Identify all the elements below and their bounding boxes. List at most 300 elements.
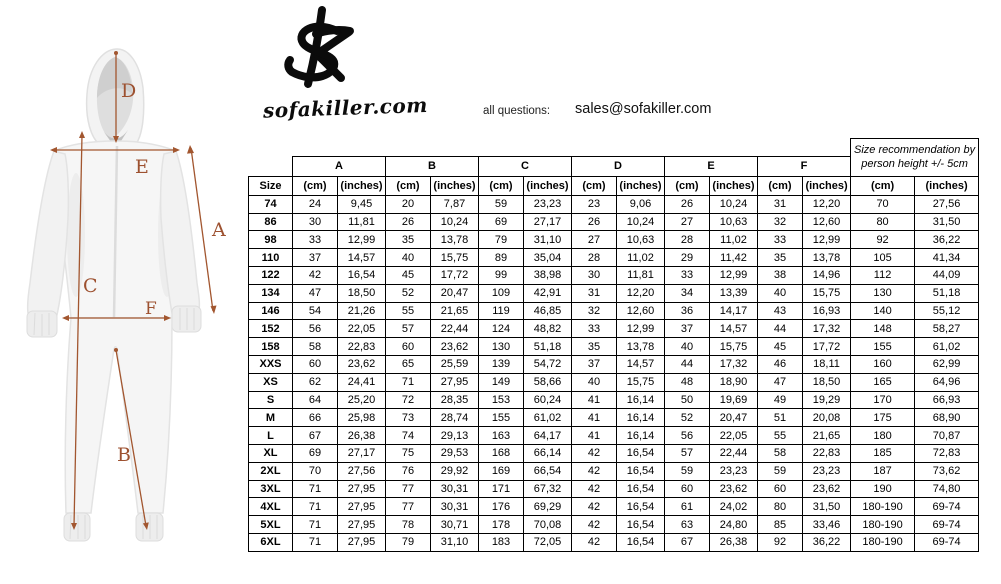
measurement-value: 155	[479, 409, 524, 427]
measurement-value: 69-74	[915, 533, 979, 551]
measure-label-b: B	[117, 444, 131, 466]
measurement-value: 119	[479, 302, 524, 320]
measurement-value: 71	[293, 533, 338, 551]
measurement-value: 42	[572, 480, 617, 498]
measurement-value: 16,54	[617, 480, 665, 498]
measurement-value: 59	[479, 195, 524, 213]
measurement-value: 17,72	[803, 338, 851, 356]
measurement-value: 11,81	[338, 213, 386, 231]
size-table-wrap	[248, 138, 979, 552]
measurement-value: 19,69	[710, 391, 758, 409]
measurement-value: 21,65	[803, 427, 851, 445]
measurement-value: 42	[293, 266, 338, 284]
size-label-110: 110	[249, 249, 293, 267]
measurement-value: 70	[293, 462, 338, 480]
table-row	[249, 231, 979, 249]
measurement-value: 60	[386, 338, 431, 356]
measurement-value: 33,46	[803, 516, 851, 534]
column-header-B: B	[386, 156, 479, 176]
size-label-L: L	[249, 427, 293, 445]
size-label-98: 98	[249, 231, 293, 249]
measurement-value: 27,95	[338, 533, 386, 551]
size-label-XL: XL	[249, 444, 293, 462]
measurement-value: 18,90	[710, 373, 758, 391]
measurement-value: 45	[386, 266, 431, 284]
table-row	[249, 338, 979, 356]
measurement-value: 37	[293, 249, 338, 267]
measurement-value: 185	[851, 444, 915, 462]
rec-unit-cm-header: (cm)	[851, 176, 915, 195]
measurement-value: 27,95	[431, 373, 479, 391]
measurement-value: 153	[479, 391, 524, 409]
measurement-value: 160	[851, 355, 915, 373]
measurement-value: 163	[479, 427, 524, 445]
size-label-S: S	[249, 391, 293, 409]
measurement-value: 130	[479, 338, 524, 356]
measurement-value: 36,22	[803, 533, 851, 551]
measurement-value: 10,24	[617, 213, 665, 231]
measurement-value: 14,17	[710, 302, 758, 320]
measurement-value: 61,02	[524, 409, 572, 427]
table-row	[249, 213, 979, 231]
measurement-value: 25,98	[338, 409, 386, 427]
measurement-value: 80	[758, 498, 803, 516]
measurement-value: 16,54	[617, 444, 665, 462]
measurement-value: 171	[479, 480, 524, 498]
measurement-value: 30,31	[431, 480, 479, 498]
measurement-value: 34	[665, 284, 710, 302]
product-measurement-diagram	[0, 0, 245, 584]
measurement-value: 50	[665, 391, 710, 409]
measurement-value: 73	[386, 409, 431, 427]
measurement-value: 40	[665, 338, 710, 356]
contact-email: sales@sofakiller.com	[575, 101, 712, 117]
measurement-value: 168	[479, 444, 524, 462]
table-row	[249, 480, 979, 498]
measurement-value: 70,87	[915, 427, 979, 445]
measurement-value: 42	[572, 533, 617, 551]
measurement-value: 23	[572, 195, 617, 213]
measurement-value: 24	[293, 195, 338, 213]
measurement-value: 17,32	[710, 355, 758, 373]
measurement-value: 73,62	[915, 462, 979, 480]
measurement-value: 16,14	[617, 427, 665, 445]
size-label-86: 86	[249, 213, 293, 231]
table-row	[249, 320, 979, 338]
measurement-value: 10,24	[710, 195, 758, 213]
measurement-value: 36	[665, 302, 710, 320]
measurement-value: 58,27	[915, 320, 979, 338]
measurement-value: 45	[758, 338, 803, 356]
measurement-value: 55	[386, 302, 431, 320]
measurement-value: 71	[293, 480, 338, 498]
measurement-value: 14,57	[710, 320, 758, 338]
measurement-value: 10,24	[431, 213, 479, 231]
measurement-value: 41	[572, 427, 617, 445]
measurement-value: 55,12	[915, 302, 979, 320]
header-spacer	[249, 139, 851, 157]
column-header-D: D	[572, 156, 665, 176]
measurement-value: 54	[293, 302, 338, 320]
measurement-value: 180-190	[851, 533, 915, 551]
measurement-value: 15,75	[710, 338, 758, 356]
measurement-value: 28,35	[431, 391, 479, 409]
measurement-value: 16,93	[803, 302, 851, 320]
measurement-value: 60	[293, 355, 338, 373]
measurement-value: 27	[665, 213, 710, 231]
measurement-value: 63	[665, 516, 710, 534]
measurement-value: 169	[479, 462, 524, 480]
measurement-value: 148	[851, 320, 915, 338]
measurement-value: 60,24	[524, 391, 572, 409]
measurement-value: 69	[293, 444, 338, 462]
measurement-value: 16,54	[617, 462, 665, 480]
measurement-value: 85	[758, 516, 803, 534]
measurement-value: 89	[479, 249, 524, 267]
measurement-value: 16,54	[617, 498, 665, 516]
unit-inches-header: (inches)	[803, 176, 851, 195]
measurement-value: 9,45	[338, 195, 386, 213]
measurement-value: 67,32	[524, 480, 572, 498]
table-row	[249, 373, 979, 391]
size-label-XXS: XXS	[249, 355, 293, 373]
unit-inches-header: (inches)	[431, 176, 479, 195]
measurement-value: 64,17	[524, 427, 572, 445]
measurement-value: 13,78	[617, 338, 665, 356]
measurement-value: 7,87	[431, 195, 479, 213]
measurement-value: 78	[386, 516, 431, 534]
measurement-value: 12,20	[803, 195, 851, 213]
measurement-value: 19,29	[803, 391, 851, 409]
measurement-value: 42,91	[524, 284, 572, 302]
left-arm	[28, 151, 69, 319]
measurement-value: 35,04	[524, 249, 572, 267]
measurement-value: 22,83	[338, 338, 386, 356]
size-label-2XL: 2XL	[249, 462, 293, 480]
table-row	[249, 195, 979, 213]
measurement-value: 15,75	[431, 249, 479, 267]
measurement-value: 23,62	[803, 480, 851, 498]
recommendation-header	[851, 139, 979, 177]
measure-label-a: A	[212, 219, 226, 241]
measurement-value: 43	[758, 302, 803, 320]
column-header-C: C	[479, 156, 572, 176]
measurement-value: 59	[665, 462, 710, 480]
table-row	[249, 427, 979, 445]
measurement-value: 176	[479, 498, 524, 516]
measurement-value: 32	[758, 213, 803, 231]
measurement-value: 17,72	[431, 266, 479, 284]
measurement-value: 27,56	[338, 462, 386, 480]
measurement-value: 16,54	[617, 516, 665, 534]
measurement-value: 27,17	[524, 213, 572, 231]
size-label-152: 152	[249, 320, 293, 338]
measurement-value: 165	[851, 373, 915, 391]
measurement-value: 31,10	[431, 533, 479, 551]
measurement-value: 31,50	[803, 498, 851, 516]
measurement-value: 62,99	[915, 355, 979, 373]
measurement-value: 64	[293, 391, 338, 409]
measurement-value: 44	[758, 320, 803, 338]
measurement-value: 33	[572, 320, 617, 338]
measurement-value: 11,02	[710, 231, 758, 249]
unit-cm-header: (cm)	[572, 176, 617, 195]
table-row	[249, 498, 979, 516]
measurement-value: 29	[665, 249, 710, 267]
measurement-value: 66,14	[524, 444, 572, 462]
measurement-value: 16,14	[617, 409, 665, 427]
measurement-value: 183	[479, 533, 524, 551]
measurement-value: 130	[851, 284, 915, 302]
measurement-value: 16,14	[617, 391, 665, 409]
measurement-value: 26	[386, 213, 431, 231]
measurement-value: 20,08	[803, 409, 851, 427]
left-ankle-cuff	[64, 513, 90, 541]
questions-label: all questions:	[483, 105, 551, 117]
size-label-3XL: 3XL	[249, 480, 293, 498]
measurement-value: 40	[572, 373, 617, 391]
measurement-value: 35	[572, 338, 617, 356]
measurement-value: 31	[572, 284, 617, 302]
measurement-value: 47	[758, 373, 803, 391]
arrowhead-icon	[62, 315, 69, 321]
brand-url: sofakiller.com	[262, 92, 429, 123]
measurement-value: 79	[386, 533, 431, 551]
measurement-value: 51,18	[915, 284, 979, 302]
measurement-value: 10,63	[617, 231, 665, 249]
table-row	[249, 444, 979, 462]
measurement-value: 11,81	[617, 266, 665, 284]
size-label-6XL: 6XL	[249, 533, 293, 551]
measurement-value: 55	[758, 427, 803, 445]
measurement-value: 175	[851, 409, 915, 427]
garment-drawing	[27, 49, 201, 541]
measurement-value: 56	[293, 320, 338, 338]
measurement-value: 37	[665, 320, 710, 338]
measurement-value: 33	[758, 231, 803, 249]
measurement-value: 27,95	[338, 498, 386, 516]
measurement-value: 66,93	[915, 391, 979, 409]
measurement-value: 69,29	[524, 498, 572, 516]
rec-unit-inches-header: (inches)	[915, 176, 979, 195]
measurement-value: 31,10	[524, 231, 572, 249]
measurement-value: 20,47	[431, 284, 479, 302]
measurement-value: 18,11	[803, 355, 851, 373]
measurement-value: 79	[479, 231, 524, 249]
table-row	[249, 266, 979, 284]
measurement-value: 11,42	[710, 249, 758, 267]
measurement-value: 58	[758, 444, 803, 462]
measurement-value: 23,23	[710, 462, 758, 480]
size-column-header: Size	[249, 176, 293, 195]
measurement-value: 38,98	[524, 266, 572, 284]
measurement-value: 42	[572, 516, 617, 534]
measurement-value: 18,50	[338, 284, 386, 302]
unit-inches-header: (inches)	[617, 176, 665, 195]
recommendation-header-line-1: Size recommendation by	[854, 144, 976, 157]
measurement-value: 23,62	[431, 338, 479, 356]
measurement-value: 68,90	[915, 409, 979, 427]
measurement-value: 139	[479, 355, 524, 373]
measurement-value: 27,17	[338, 444, 386, 462]
measurement-value: 22,44	[710, 444, 758, 462]
measurement-value: 66	[293, 409, 338, 427]
measurement-value: 12,99	[617, 320, 665, 338]
unit-inches-header: (inches)	[710, 176, 758, 195]
measurement-value: 92	[851, 231, 915, 249]
measurement-value: 12,60	[617, 302, 665, 320]
measurement-value: 65	[386, 355, 431, 373]
measurement-value: 61	[665, 498, 710, 516]
measurement-value: 67	[665, 533, 710, 551]
measurement-value: 41	[572, 409, 617, 427]
measurement-value: 11,02	[617, 249, 665, 267]
measurement-value: 52	[386, 284, 431, 302]
measurement-value: 59	[758, 462, 803, 480]
measurement-value: 178	[479, 516, 524, 534]
measurement-value: 20,47	[710, 409, 758, 427]
measurement-value: 38	[758, 266, 803, 284]
measurement-value: 60	[665, 480, 710, 498]
measurement-value: 26	[572, 213, 617, 231]
measurement-value: 20	[386, 195, 431, 213]
measurement-value: 58,66	[524, 373, 572, 391]
measurement-value: 40	[758, 284, 803, 302]
measurement-value: 24,80	[710, 516, 758, 534]
measurement-value: 67	[293, 427, 338, 445]
measurement-value: 21,26	[338, 302, 386, 320]
measurement-value: 72	[386, 391, 431, 409]
table-row	[249, 249, 979, 267]
measurement-value: 155	[851, 338, 915, 356]
measurement-value: 26,38	[338, 427, 386, 445]
measurement-value: 12,99	[338, 231, 386, 249]
table-row	[249, 516, 979, 534]
column-header-A: A	[293, 156, 386, 176]
measurement-value: 49	[758, 391, 803, 409]
size-col-spacer	[249, 156, 293, 176]
unit-inches-header: (inches)	[524, 176, 572, 195]
measurement-value: 15,75	[803, 284, 851, 302]
measurement-value: 23,62	[338, 355, 386, 373]
measurement-value: 112	[851, 266, 915, 284]
size-table	[248, 138, 979, 552]
measurement-value: 30	[572, 266, 617, 284]
measurement-value: 72,83	[915, 444, 979, 462]
measurement-value: 26	[665, 195, 710, 213]
measurement-value: 47	[293, 284, 338, 302]
measurement-value: 37	[572, 355, 617, 373]
table-row	[249, 176, 979, 195]
measurement-value: 140	[851, 302, 915, 320]
measurement-value: 180-190	[851, 498, 915, 516]
measurement-value: 12,99	[710, 266, 758, 284]
table-row	[249, 355, 979, 373]
measurement-value: 9,06	[617, 195, 665, 213]
measurement-value: 57	[386, 320, 431, 338]
arrowhead-icon	[211, 306, 217, 315]
unit-cm-header: (cm)	[386, 176, 431, 195]
measurement-value: 44,09	[915, 266, 979, 284]
size-label-5XL: 5XL	[249, 516, 293, 534]
measurement-value: 41,34	[915, 249, 979, 267]
measurement-value: 27	[572, 231, 617, 249]
measurement-value: 12,60	[803, 213, 851, 231]
unit-cm-header: (cm)	[293, 176, 338, 195]
measurement-value: 42	[572, 462, 617, 480]
measurement-value: 48	[665, 373, 710, 391]
table-row	[249, 139, 979, 157]
measurement-value: 29,13	[431, 427, 479, 445]
measurement-value: 22,05	[338, 320, 386, 338]
measurement-value: 69-74	[915, 498, 979, 516]
measurement-value: 69-74	[915, 516, 979, 534]
measure-label-e: E	[135, 156, 149, 178]
measurement-value: 35	[758, 249, 803, 267]
measurement-value: 42	[572, 444, 617, 462]
measure-label-f: F	[145, 299, 157, 319]
measurement-value: 14,57	[617, 355, 665, 373]
measurement-value: 29,53	[431, 444, 479, 462]
measurement-value: 70,08	[524, 516, 572, 534]
measurement-value: 14,96	[803, 266, 851, 284]
measurement-value: 46	[758, 355, 803, 373]
measure-label-d: D	[121, 80, 137, 102]
measurement-value: 75	[386, 444, 431, 462]
measurement-value: 109	[479, 284, 524, 302]
measurement-value: 13,78	[803, 249, 851, 267]
measurement-value: 41	[572, 391, 617, 409]
measurement-value: 10,63	[710, 213, 758, 231]
measurement-value: 33	[293, 231, 338, 249]
measurement-value: 27,95	[338, 480, 386, 498]
measurement-value: 17,32	[803, 320, 851, 338]
measurement-value: 124	[479, 320, 524, 338]
measurement-value: 180-190	[851, 516, 915, 534]
pants-shape	[65, 318, 172, 513]
table-row	[249, 462, 979, 480]
measurement-value: 22,83	[803, 444, 851, 462]
measurement-value: 170	[851, 391, 915, 409]
measurement-value: 70	[851, 195, 915, 213]
measurement-value: 23,23	[803, 462, 851, 480]
measurement-value: 21,65	[431, 302, 479, 320]
size-label-134: 134	[249, 284, 293, 302]
measurement-value: 92	[758, 533, 803, 551]
measurement-value: 62	[293, 373, 338, 391]
measurement-value: 58	[293, 338, 338, 356]
measurement-value: 35	[386, 231, 431, 249]
measurement-value: 23,23	[524, 195, 572, 213]
measurement-value: 52	[665, 409, 710, 427]
measurement-value: 80	[851, 213, 915, 231]
measurement-value: 44	[665, 355, 710, 373]
measurement-value: 48,82	[524, 320, 572, 338]
size-label-4XL: 4XL	[249, 498, 293, 516]
measurement-value: 72,05	[524, 533, 572, 551]
measurement-value: 24,02	[710, 498, 758, 516]
measurement-value: 30,31	[431, 498, 479, 516]
measurement-value: 69	[479, 213, 524, 231]
measurement-value: 23,62	[710, 480, 758, 498]
measurement-value: 15,75	[617, 373, 665, 391]
measurement-value: 99	[479, 266, 524, 284]
measurement-value: 32	[572, 302, 617, 320]
measurement-value: 36,22	[915, 231, 979, 249]
measurement-value: 29,92	[431, 462, 479, 480]
measurement-value: 28,74	[431, 409, 479, 427]
measurement-value: 22,44	[431, 320, 479, 338]
